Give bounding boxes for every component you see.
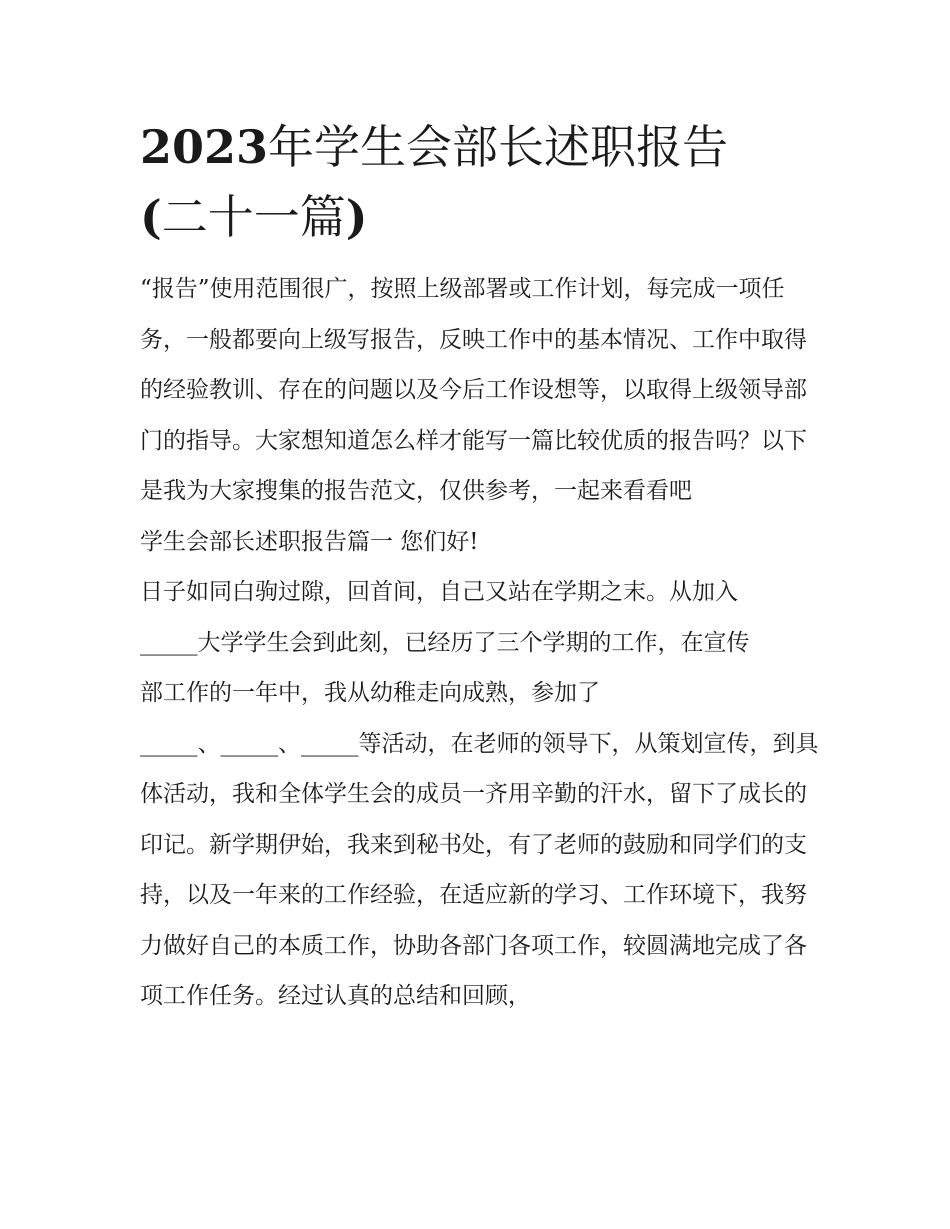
title-main: 年学生会部长述职报告 (268, 120, 729, 174)
document-title (140, 112, 820, 252)
title-subtitle-line (140, 182, 820, 252)
section-heading: 学生会部长述职报告篇一 您们好! (140, 528, 479, 555)
document-content (140, 112, 820, 1022)
body-paragraph-4: _____、_____、_____等活动，在老师的领导下，从策划宣传，到具体活动，我和全体学生会的成员一齐用辛勤的汗水，留下了成长的印记。新学期伊始，我来到秘书处，有了老师的鼓励和同学们的支持，以及一年来的工作经验，在适应新的学习、工作环境下，我努力做好自己的本质工作，协助各部门各项工作，较圆满地完成了各项工作任务。经过认真的总结和回顾， (140, 730, 819, 1009)
title-subtitle: 二十一篇 (161, 190, 346, 244)
title-year: 2023 (140, 120, 269, 174)
intro-paragraph: “报告”使用范围很广，按照上级部署或工作计划，每完成一项任务，一般都要向上级写报告，反映工作中的基本情况、工作中取得的经验教训、存在的问题以及今后工作设想等，以取得上级领导部门的指导。大家想知道怎么样才能写一篇比较优质的报告吗？以下是我为大家搜集的报告范文，仅供参考，一起来看看吧 (140, 276, 807, 504)
title-paren-open: ( (140, 190, 162, 244)
title-paren-close: ) (345, 190, 368, 244)
body-paragraph-1: 日子如同白驹过隙，回首间，自己又站在学期之末。从加入 (140, 579, 738, 605)
body-paragraph-3: 部工作的一年中，我从幼稚走向成熟，参加了 (140, 680, 600, 706)
body-paragraph-2: _____大学学生会到此刻，已经历了三个学期的工作，在宣传 (140, 629, 750, 656)
